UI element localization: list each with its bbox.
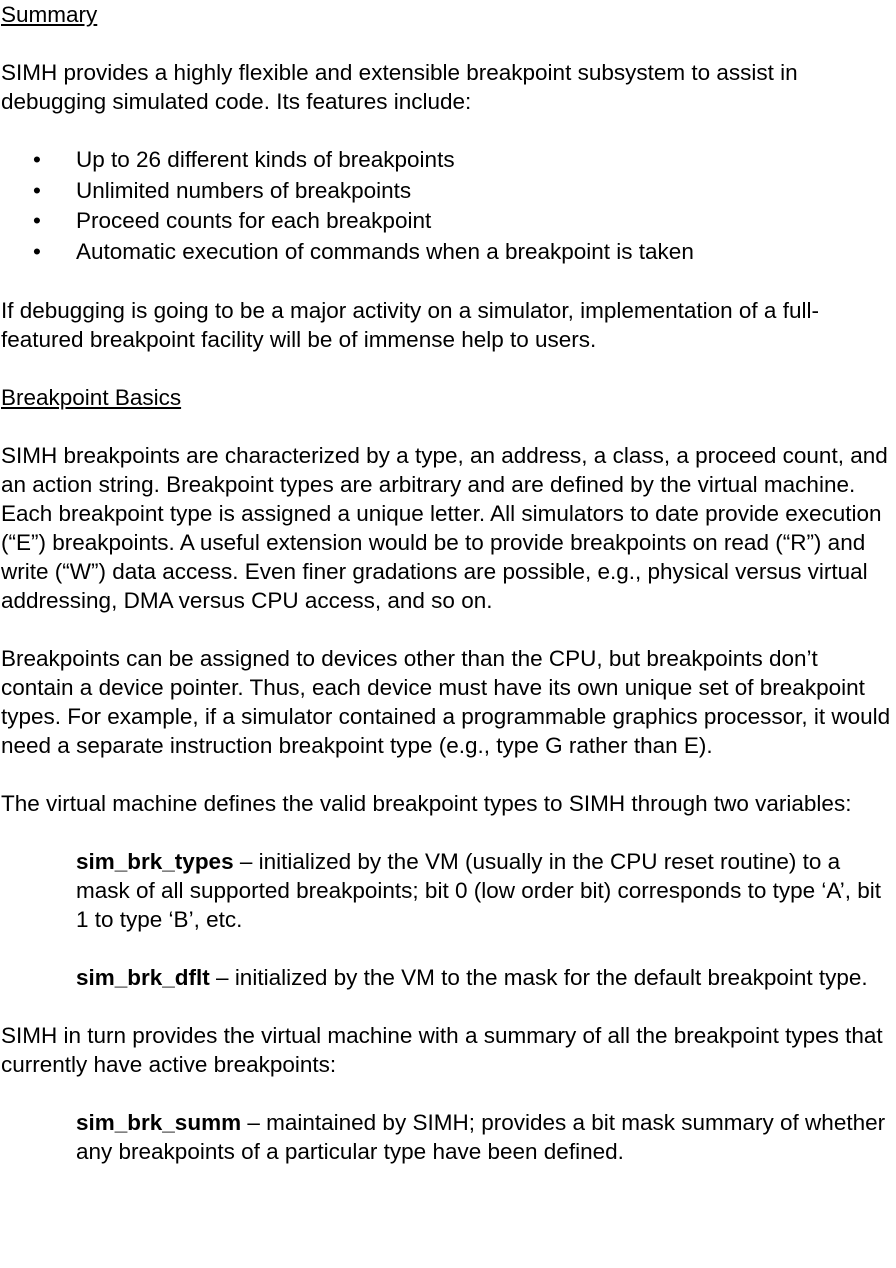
basics-paragraph-4: SIMH in turn provides the virtual machine with a summary of all the breakpoint types that currently have active breakpoints:: [1, 1023, 883, 1077]
definition-term: sim_brk_summ: [76, 1110, 242, 1135]
definition-sim-brk-types: [76, 847, 896, 934]
spacer: [1, 934, 896, 963]
spacer: [1, 615, 896, 644]
list-item: [1, 145, 896, 176]
list-item-text: Up to 26 different kinds of breakpoints: [76, 147, 455, 172]
basics-paragraph-1: SIMH breakpoints are characterized by a type, an address, a class, a proceed count, and an action string. Breakpoint types are arbitrary and are defined by the virtual machine. Each breakpoint type is assigned a unique letter. All simulators to date provide execution (“E”) breakpoints. A useful extension would be to provide breakpoints on read (“R”) and write (“W”) data access. Even finer gradations are possible, e.g., physical versus virtual addressing, DMA versus CPU access, and so on.: [1, 443, 888, 613]
list-item: [1, 176, 896, 207]
bullet-icon: •: [33, 177, 41, 203]
spacer: [1, 1079, 896, 1108]
list-item-text: Unlimited numbers of breakpoints: [76, 177, 412, 203]
basics-paragraph-2: Breakpoints can be assigned to devices other than the CPU, but breakpoints don’t contain a device pointer. Thus, each device must have its own unique set of breakpoint types. For example, if a simulator contained a programmable graphics processor, it would need a separate instruction breakpoint type (e.g., type G rather than E).: [1, 646, 891, 758]
basics-paragraph-3: The virtual machine defines the valid breakpoint types to SIMH through two variables:: [1, 791, 852, 816]
basics-heading: Breakpoint Basics: [1, 385, 182, 410]
spacer: [1, 267, 896, 296]
spacer: [1, 412, 896, 441]
spacer: [1, 354, 896, 383]
bullet-icon: •: [33, 208, 41, 233]
bullet-icon: •: [33, 238, 41, 264]
definition-term: sim_brk_dflt: [76, 965, 210, 990]
definition-text: – initialized by the VM (usually in the CPU reset routine) to a mask of all supported breakpoints; bit 0 (low order bit) corresponds to type ‘A’, bit 1 to type ‘B’, etc.: [76, 849, 881, 932]
bullet-icon: •: [33, 147, 41, 172]
list-item-text: Proceed counts for each breakpoint: [76, 208, 432, 233]
feature-list: [1, 145, 896, 267]
spacer: [1, 818, 896, 847]
spacer: [1, 992, 896, 1021]
spacer: [1, 760, 896, 789]
definition-sim-brk-summ: [76, 1108, 896, 1166]
list-item: [1, 206, 896, 237]
definition-sim-brk-dflt: [76, 963, 896, 992]
definition-term: sim_brk_types: [76, 849, 234, 874]
summary-heading: Summary: [1, 2, 98, 27]
list-item: [1, 237, 896, 268]
summary-closing: If debugging is going to be a major activity on a simulator, implementation of a full-featured breakpoint facility will be of immense help to users.: [1, 298, 819, 352]
list-item-text: Automatic execution of commands when a breakpoint is taken: [76, 238, 694, 264]
definition-text: – maintained by SIMH; provides a bit mask summary of whether any breakpoints of a particular type have been defined.: [76, 1110, 886, 1164]
summary-intro: SIMH provides a highly flexible and extensible breakpoint subsystem to assist in debugging simulated code. Its features include:: [1, 60, 798, 114]
spacer: [1, 116, 896, 145]
definition-text: – initialized by the VM to the mask for the default breakpoint type.: [209, 965, 868, 990]
spacer: [1, 29, 896, 58]
